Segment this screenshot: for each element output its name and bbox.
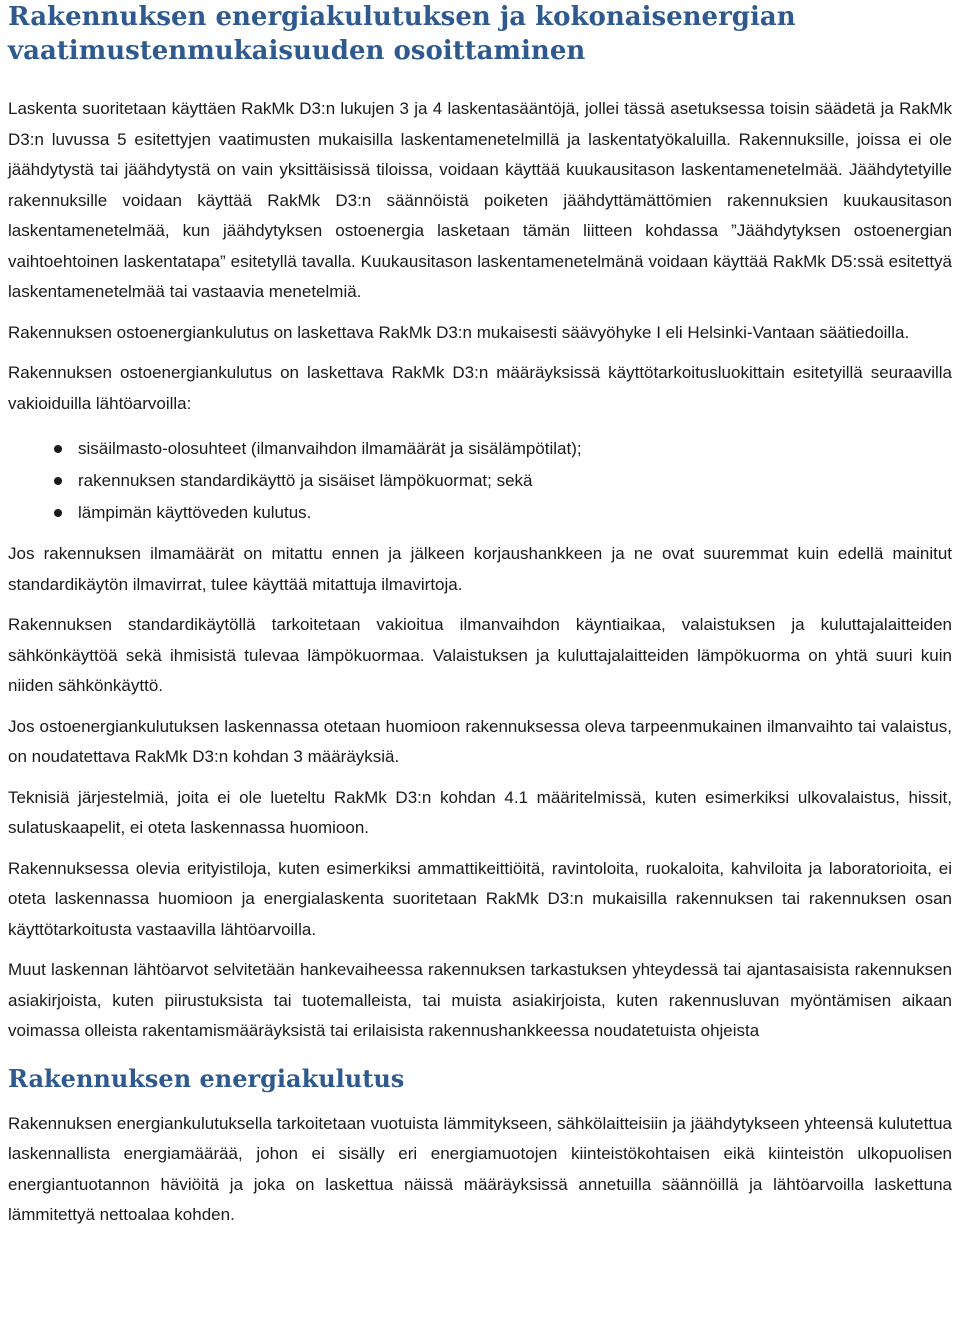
bullet-list xyxy=(8,433,952,529)
heading-building-energy: Rakennuksen energiakulutus xyxy=(8,1063,405,1093)
bullet-icon xyxy=(54,477,62,485)
bullet-icon xyxy=(54,509,62,517)
paragraph: Rakennuksen ostoenergiankulutus on laskettava RakMk D3:n määräyksissä käyttötarkoitusluokittain esitetyillä seuraavilla vakioiduilla lähtöarvoilla: xyxy=(8,363,952,413)
paragraph: Rakennuksen energiankulutuksella tarkoitetaan vuotuista lämmitykseen, sähkölaitteisiin ja jäähdytykseen yhteensä kulutettua laskennallista energiamäärää, johon ei sisälly eri energiamuotojen kiinteistökohtaisen eikä kiinteistön ulkopuolisen energiantuotannon häviöitä ja joka on laskettua näissä määräyksissä annetuilla säännöillä ja lähtöarvoilla laskettuna lämmitettyä nettoalaa kohden. xyxy=(8,1113,952,1224)
list-item: sisäilmasto-olosuhteet (ilmanvaihdon ilmamäärät ja sisälämpötilat); xyxy=(8,433,952,465)
paragraph: Rakennuksen ostoenergiankulutus on laskettava RakMk D3:n mukaisesti säävyöhyke I eli Helsinki-Vantaan säätiedoilla. xyxy=(8,322,910,342)
paragraph: Jos ostoenergiankulutuksen laskennassa otetaan huomioon rakennuksessa oleva tarpeenmukainen ilmanvaihto tai valaistus, on noudatettava RakMk D3:n kohdan 3 määräyksiä. xyxy=(8,716,952,766)
paragraph: Muut laskennan lähtöarvot selvitetään hankevaiheessa rakennuksen tarkastuksen yhteydessä tai ajantasaisista rakennuksen asiakirjoista, kuten piirustuksista tai tuotemalleista, tai muista asiakirjoista, kuten rakennusluvan myöntämisen aikaan voimassa olleista rakentamismääräyksistä tai erilaisista rakennushankkeessa noudatetuista ohjeista xyxy=(8,960,952,1040)
list-item: lämpimän käyttöveden kulutus. xyxy=(8,497,952,529)
paragraph: Teknisiä järjestelmiä, joita ei ole lueteltu RakMk D3:n kohdan 4.1 määritelmissä, kuten esimerkiksi ulkovalaistus, hissit, sulatuskaapelit, ei oteta laskennassa huomioon. xyxy=(8,787,952,837)
paragraph: Rakennuksen standardikäytöllä tarkoitetaan vakioitua ilmanvaihdon käyntiaikaa, valaistuksen ja kuluttajalaitteiden sähkönkäyttöä sekä ihmisistä tulevaa lämpökuormaa. Valaistuksen ja kuluttajalaitteiden lämpökuorma on yhtä suuri kuin niiden sähkönkäyttö. xyxy=(8,615,952,695)
paragraph: Laskenta suoritetaan käyttäen RakMk D3:n lukujen 3 ja 4 laskentasääntöjä, jollei tässä asetuksessa toisin säädetä ja RakMk D3:n luvussa 5 esitettyjen vaatimusten mukaisilla laskentamenetelmillä ja laskentatyökaluilla. Rakennuksille, joissa ei ole jäähdytystä tai jäähdytystä on vain yksittäisissä tiloissa, voidaan käyttää kuukausitason laskentamenetelmää. Jäähdytetyille rakennuksille voidaan käyttää RakMk D3:n säännöistä poiketen jäähdyttämättömien rakennuksien kuukausitason laskentamenetelmää, kun jäähdytyksen ostoenergia lasketaan tämän liitteen kohdassa ”Jäähdytyksen ostoenergian vaihtoehtoinen laskentatapa” esitetyllä tavalla. Kuukausitason laskentamenetelmänä voidaan käyttää RakMk D5:ssä esitettyä laskentamenetelmää tai vastaavia menetelmiä. xyxy=(8,99,952,301)
bullet-icon xyxy=(54,445,62,453)
paragraph: Jos rakennuksen ilmamäärät on mitattu ennen ja jälkeen korjaushankkeen ja ne ovat suuremmat kuin edellä mainitut standardikäytön ilmavirrat, tulee käyttää mitattuja ilmavirtoja. xyxy=(8,544,952,594)
heading-energy-compliance: Rakennuksen energiakulutuksen ja kokonaisenergian vaatimustenmukaisuuden osoittaminen xyxy=(8,2,796,66)
list-item: rakennuksen standardikäyttö ja sisäiset lämpökuormat; sekä xyxy=(8,465,952,497)
paragraph: Rakennuksessa olevia erityistiloja, kuten esimerkiksi ammattikeittiöitä, ravintoloita, ruokaloita, kahviloita ja laboratorioita, ei oteta laskennassa huomioon ja energialaskenta suoritetaan RakMk D3:n mukaisilla rakennuksen tai rakennuksen osan käyttötarkoitusta vastaavilla lähtöarvoilla. xyxy=(8,858,952,939)
